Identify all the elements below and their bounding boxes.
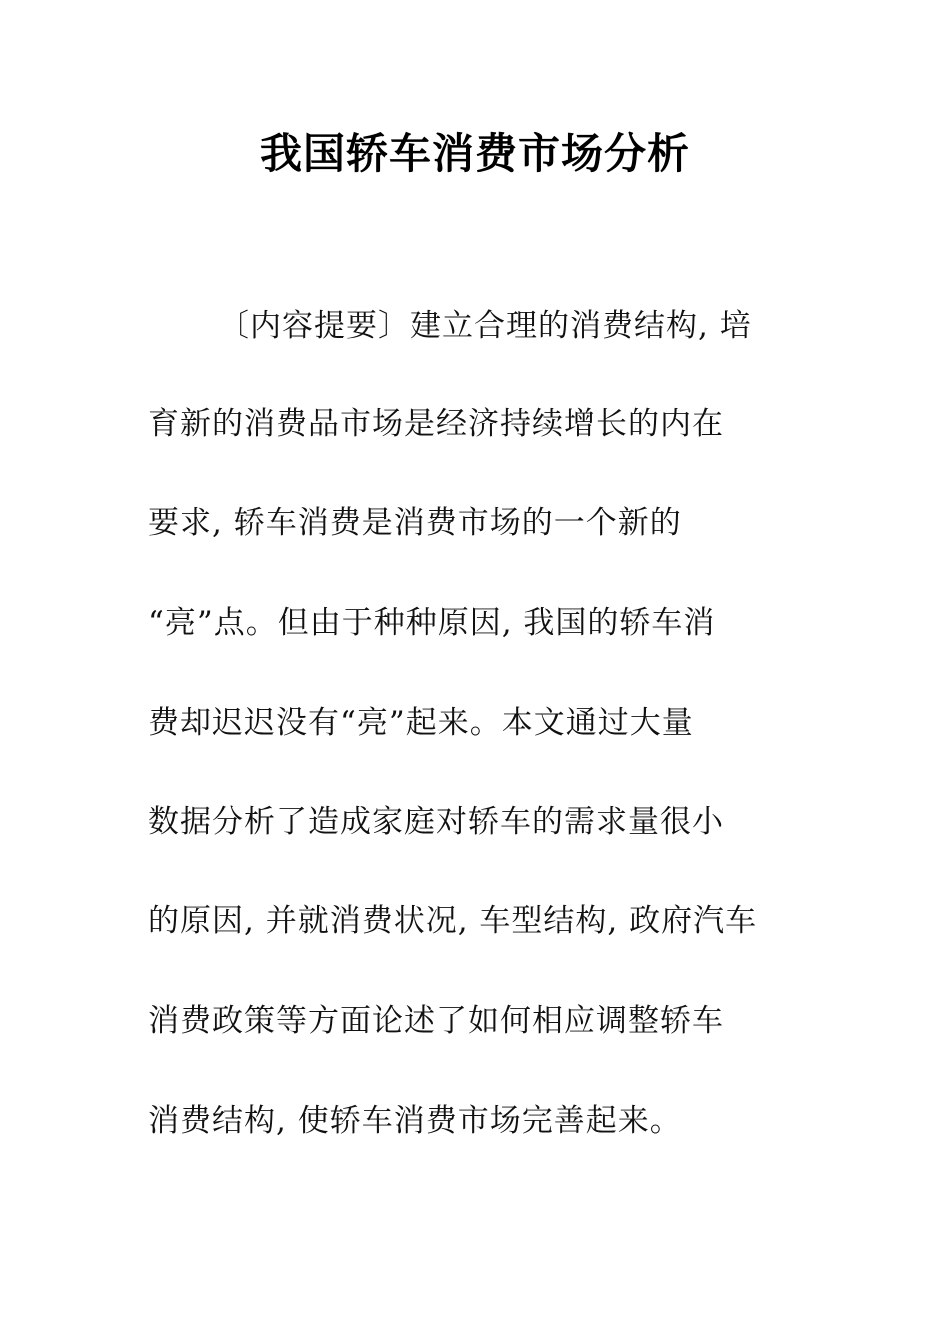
abstract-line: 要求, 轿车消费是消费市场的一个新的	[148, 505, 682, 541]
abstract-line: 消费政策等方面论述了如何相应调整轿车	[148, 1003, 724, 1039]
abstract-line: “亮”点。但由于种种原因, 我国的轿车消	[148, 605, 716, 641]
abstract-line: 的原因, 并就消费状况, 车型结构, 政府汽车	[148, 903, 758, 939]
document-title: 我国轿车消费市场分析	[259, 129, 690, 178]
abstract-line: 育新的消费品市场是经济持续增长的内在	[148, 406, 724, 442]
abstract-line: 〔内容提要〕建立合理的消费结构, 培	[218, 308, 752, 344]
abstract-line: 费却迟迟没有“亮”起来。本文通过大量	[148, 705, 694, 741]
abstract-line: 数据分析了造成家庭对轿车的需求量很小	[148, 804, 724, 840]
abstract-line: 消费结构, 使轿车消费市场完善起来。	[148, 1103, 682, 1139]
